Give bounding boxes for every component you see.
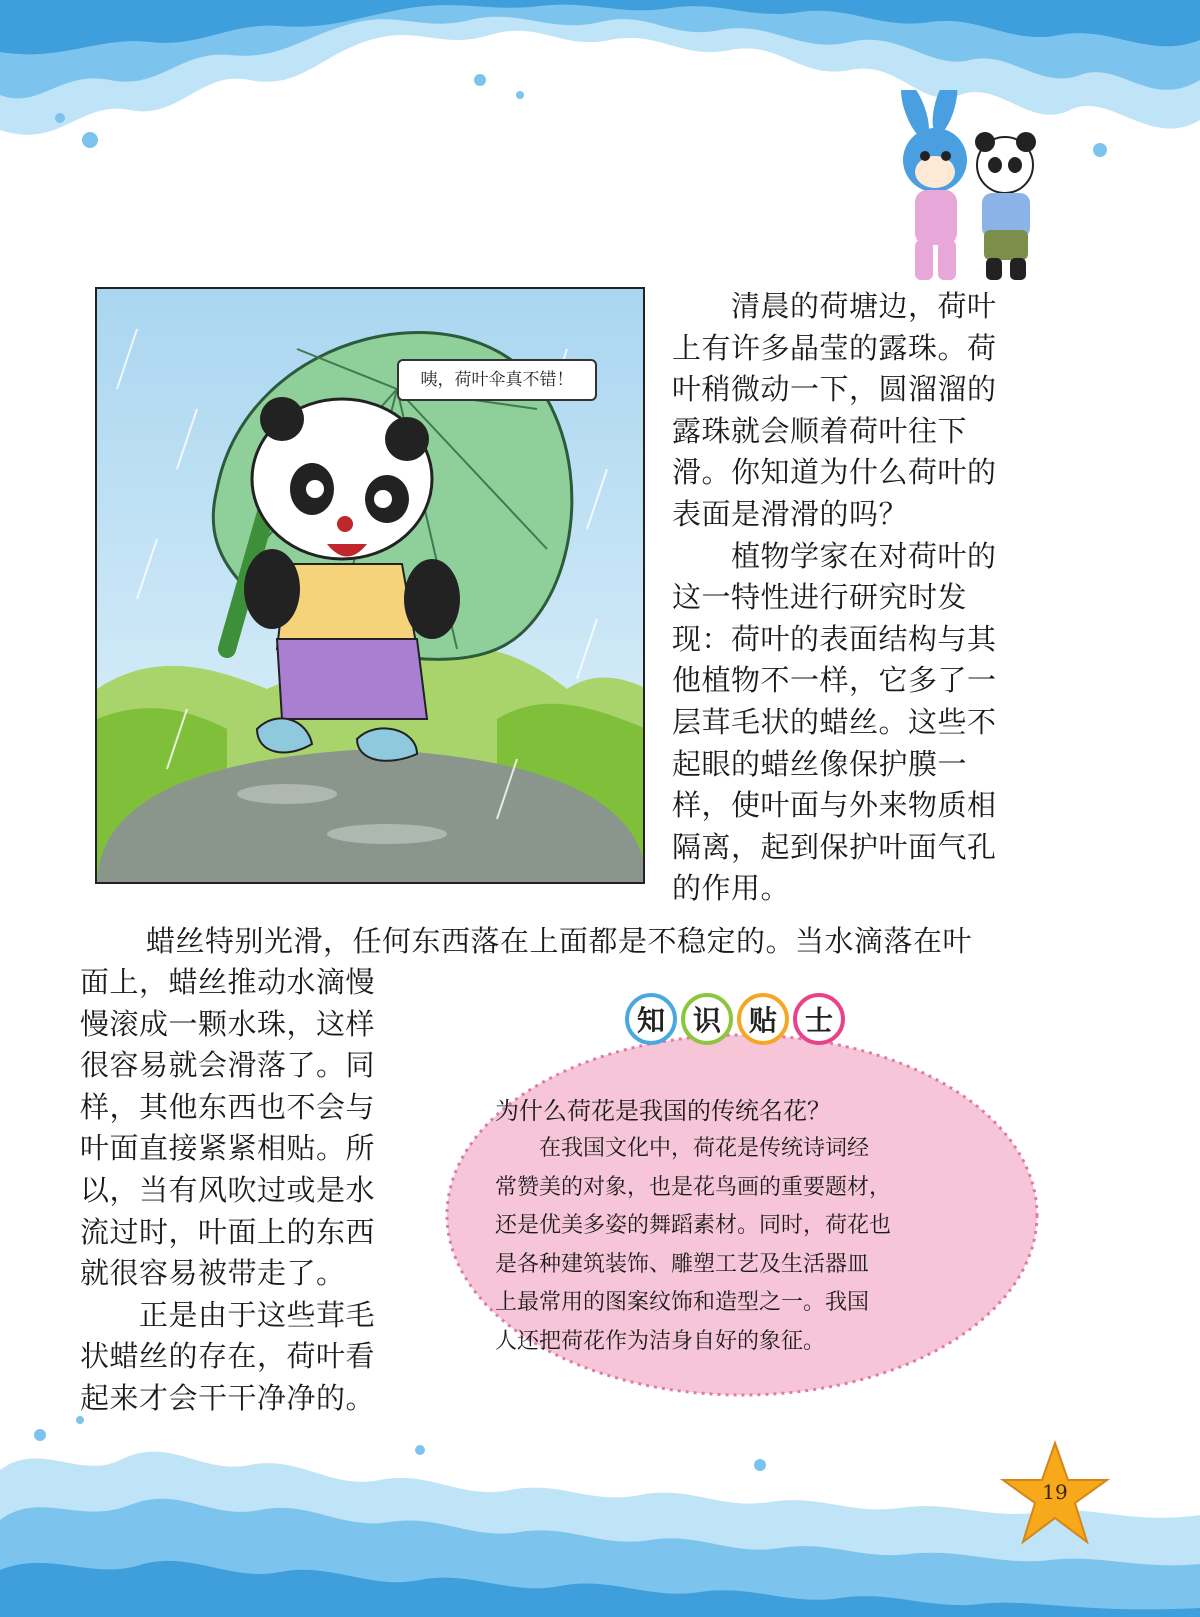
badge-tie: 贴 <box>737 993 789 1045</box>
knowledge-tip-title <box>625 993 845 1053</box>
badge-shi: 识 <box>681 993 733 1045</box>
comic-speech-bubble: 咦，荷叶伞真不错！ <box>397 359 597 401</box>
full-width-paragraph-line: 蜡丝特别光滑，任何东西落在上面都是不稳定的。当水滴落在叶 <box>87 924 973 958</box>
comic-panel-illustration <box>95 287 645 884</box>
knowledge-question: 为什么荷花是我国的传统名花？ <box>495 1097 831 1125</box>
knowledge-body: 在我国文化中，荷花是传统诗词经 常赞美的对象，也是花鸟画的重要题材， 还是优美多姿的舞蹈素材。同时，荷花也 是各种建筑装饰、雕塑工艺及生活器皿 上最常用的图案纹饰和造型之一。我国 人还把荷花作为洁身自好的象征。 <box>495 1136 892 1354</box>
intro-paragraph: 清晨的荷塘边，荷叶 上有许多晶莹的露珠。荷 叶稍微动一下，圆溜溜的 露珠就会顺着荷叶往下 滑。你知道为什么荷叶的 表面是滑滑的吗？ 植物学家在对荷叶的 这一特性进行研究时发 现：荷叶的表面结构与其 他植物不一样，它多了一 层茸毛状的蜡丝。这些不 起眼的蜡丝像保护膜一 样，使叶面与外来物质相 隔离，起到保护叶面气孔 的作用。 <box>672 289 997 906</box>
mascot-characters-illustration <box>880 90 1060 290</box>
page-number: 19 <box>1042 1480 1068 1504</box>
continuation-paragraph: 面上，蜡丝推动水滴慢 慢滚成一颗水珠，这样 很容易就会滑落了。同 样，其他东西也不会与 叶面直接紧紧相贴。所 以，当有风吹过或是水 流过时，叶面上的东西 就很容易被带走了。 正是由于这些茸毛 状蜡丝的存在，荷叶看 起来才会干干净净的。 <box>80 965 376 1415</box>
badge-zhi: 知 <box>625 993 677 1045</box>
badge-shi2: 士 <box>793 993 845 1045</box>
